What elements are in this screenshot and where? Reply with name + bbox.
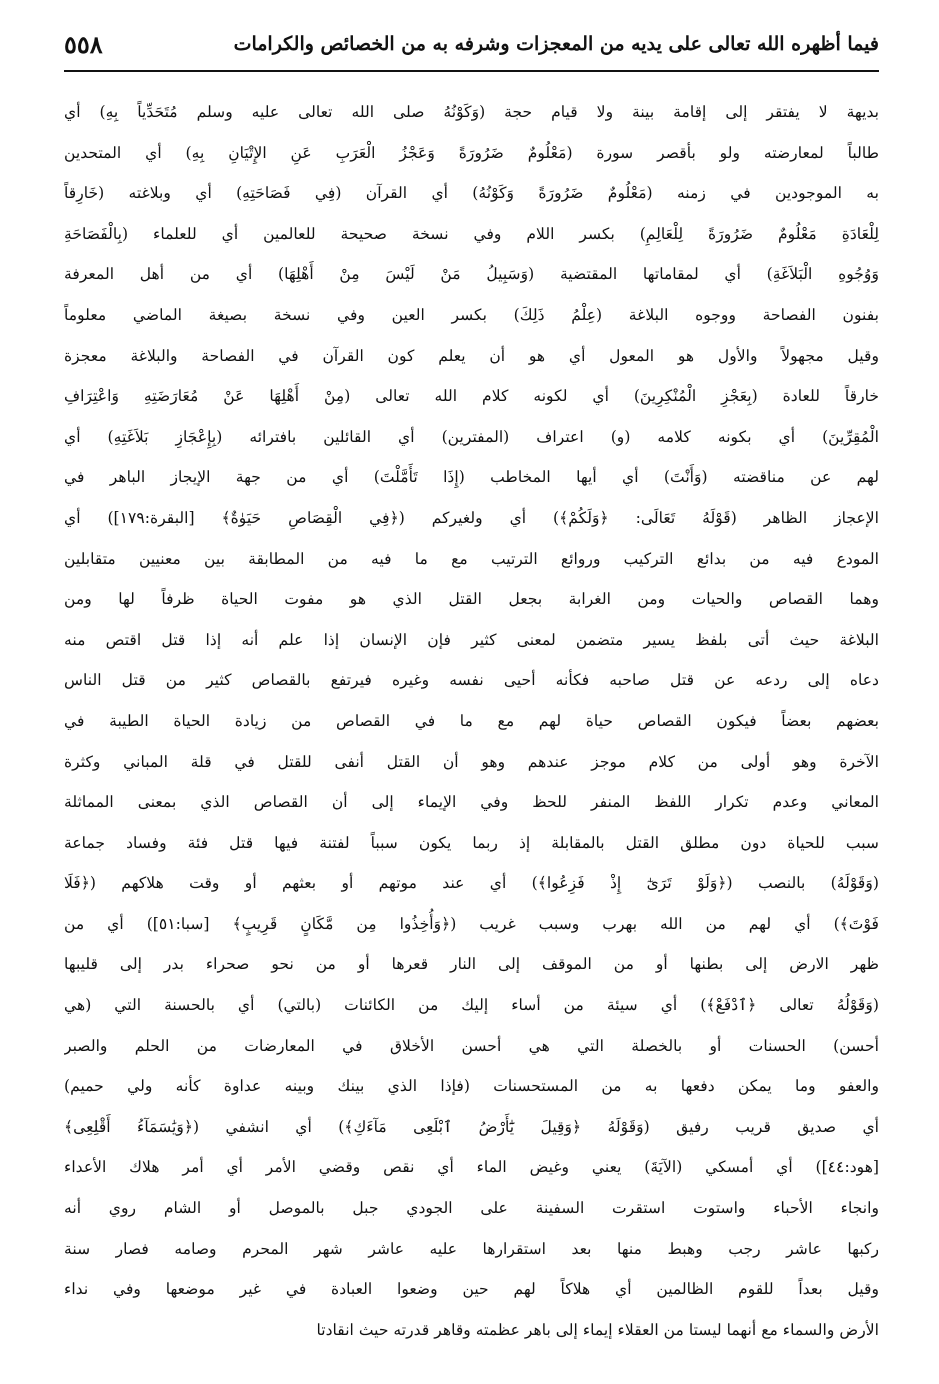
text-line: الْمُقِرِّينَ) أي بكونه كلامه (و) اعتراف (المفترين) أي القائلين بافترائه (بِإِعْجَازِ بَلاَغَتِهِ) أي	[64, 427, 879, 446]
text-line: أحسن) الحسنات أو بالخصلة التي هي أحسن الأخلاق في المعارضات من الحلم والصبر	[64, 1036, 879, 1055]
page-header	[64, 22, 879, 66]
text-line: المعاني وعدم تكرار اللفظ المنفر للحظ وفي الإيماء إلى أن القصاص الذي بمعنى المماثلة	[64, 793, 879, 812]
text-line: وهما القصاص والحيات ومن الغرابة بجعل القتل الذي هو مفوت الحياة ظرفاً لها ومن	[64, 590, 879, 609]
text-line: (وَقَوْلُهُ تعالى ﴿ٱدْفَعْ﴾) أي سيئة من أساء إليك من الكائنات (بالتي) أي بالحسنة التي (هي	[64, 996, 879, 1015]
text-line: وقيل بعداً للقوم الظالمين أي هلاكاً لهم حين وضعوا العبادة في غير موضعها وفي نداء	[64, 1280, 879, 1299]
text-line: فَوْتَ﴾) أي لهم من الله بهرب وسبب غريب (﴿وَأُخِذُوا مِن مَّكَانٍ قَرِيبٍ﴾ [سبا:٥١]) أي من	[64, 914, 879, 933]
text-line: بديهة لا يفتقر إلى إقامة بينة ولا قيام حجة (وَكَوْنُهُ صلى الله تعالى عليه وسلم مُتَحَدِّياً بِهِ) أي	[64, 103, 879, 121]
text-line: المودع فيه من بدائع التركيب وروائع الترتيب مع ما فيه من المطابقة بين معنيين متقابلين	[64, 549, 879, 568]
text-line: خارقاً للعادة (بِعَجْزِ الْمُنْكِرِينَ) أي لكونه كلام الله تعالى (مِنْ أَهْلِهَا عَنْ مُعَارَضَتِهِ وَاعْتِرَافِ	[64, 387, 879, 406]
text-line: لِلْعَادَةِ مَعْلُومٌ ضَرُورَةً لِلْعَالِمِ) بكسر اللام وفي نسخة صحيحة للعالمين أي للعلماء (بِالْفَصَاحَةِ	[64, 224, 879, 243]
text-line: لهم عن مناقضته (وَأَنْتَ) أي أيها المخاطب (إِذَا تَأَمَّلْتَ) أي من جهة الإيجاز الباهر في	[64, 468, 879, 487]
text-line: الآخرة وهو أولى من كلام موجز عندهم وهو أن القتل أنفى للقتل في قلة المباني وكثرة	[64, 752, 879, 771]
page-number: ٥٥٨	[64, 29, 103, 59]
text-line: بعضهم بعضاً فيكون القصاص حياة لهم مع ما في القصاص من زيادة الحياة الطيبة في	[64, 711, 879, 730]
text-line: والعفو وما يمكن دفعها به من المستحسنات (فإذا الذي بينك وبينه عداوة كأنه ولي حميم)	[64, 1077, 879, 1096]
text-line: وَوُجُوهِ الْبَلاَغَةِ) أي لمقاماتها المقتضية (وَسَبِيلُ مَنْ لَيْسَ مِنْ أَهْلِهَا) أي من أهل المعرفة	[64, 265, 879, 284]
running-title: فيما أظهره الله تعالى على يديه من المعجزات وشرفه به من الخصائص والكرامات	[233, 33, 879, 55]
text-line: وقيل مجهولاً والأول هو المعول أي هو أن يعلم كون القرآن في الفصاحة والبلاغة معجزة	[64, 346, 879, 365]
text-line: الإعجاز الظاهر (قَوْلَهُ تَعَالَى: ﴿وَلَكُمْ﴾) أي ولغيركم (﴿فِي الْقِصَاصِ حَيَوٰةٌ﴾ [البقرة:١٧٩]) أي	[64, 508, 879, 527]
text-line: ظهر الارض إلى بطنها أو من الموقف إلى النار قعرها أو من نحو صحراء بدر إلى قليبها	[64, 955, 879, 974]
text-line: الأرض والسماء مع أنهما ليستا من العقلاء إيماء إلى باهر عظمته وقاهر قدرته حيث انقادتا	[316, 1320, 879, 1339]
text-line: بفنون الفصاحة ووجوه البلاغة (عِلْمُ ذَلِكَ) بكسر العين وفي نسخة بصيغة الماضي معلوماً	[64, 305, 879, 324]
text-line: دعاه إلى ردعه عن قتل صاحبه فكأنه أحيى نفسه وغيره فيرتفع بالقصاص كثير من قتل الناس	[64, 671, 879, 690]
text-line: ركبها عاشر رجب وهبط منها بعد استقرارها عليه عاشر شهر المحرم وصامه فصار سنة	[64, 1239, 879, 1258]
text-line: أي صديق قريب رفيق (وَقَوْلَهُ ﴿وَقِيلَ يَٰٓأَرْضُ ٱبْلَعِى مَآءَكِ﴾) أي انشفي (﴿وَيَٰسَمَآءُ أَقْلِعِى﴾	[64, 1117, 879, 1136]
text-line: وانجاء الأحباء واستوت استقرت السفينة على الجودي جبل بالموصل أو الشام روي أنه	[64, 1199, 879, 1218]
text-line: (وَقَوْلَهُ) بالنصب (﴿وَلَوْ تَرَىٰٓ إِذْ فَزِعُوا﴾) أي عند موتهم أو بعثهم أو وقت هلاكهم (﴿فَلَا	[64, 874, 879, 893]
text-line: طالباً لمعارضته ولو بأقصر سورة (مَعْلُومٌ ضَرُورَةً وَعَجْزُ الْعَرَبِ عَنِ الإِتْيَانِ بِهِ) أي المتحدين	[64, 143, 879, 162]
text-line: به الموجودين في زمنه (مَعْلُومٌ ضَرُورَةً وَكَوْنُهُ) أي القرآن (فِي فَصَاحَتِهِ) أي وبلاغته (خَارِقاً	[64, 184, 879, 203]
header-divider	[64, 70, 879, 72]
body-text	[64, 92, 879, 1350]
text-line: البلاغة حيث أتى بلفظ يسير متضمن لمعنى كثير فإن الإنسان إذا علم أنه إذا قتل اقتص منه	[64, 630, 879, 649]
text-line: سبب للحياة دون مطلق القتل بالمقابلة إذ ربما يكون سبباً لفتنة فيها قتل فئة وفساد جماعة	[64, 833, 879, 852]
text-line: [هود:٤٤]) أي أمسكي (الآيَةَ) يعني وغيض الماء أي نقص وقضي الأمر أي أمر هلاك الأعداء	[64, 1158, 879, 1177]
